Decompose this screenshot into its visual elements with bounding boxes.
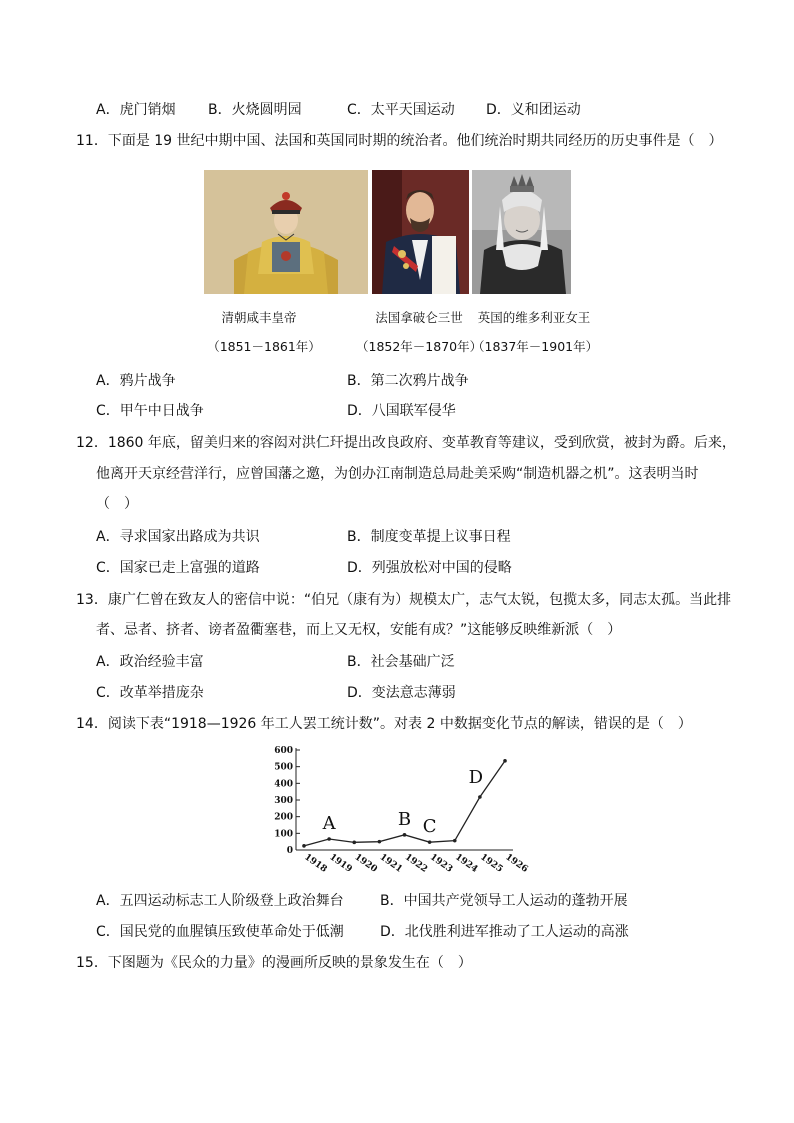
- portrait-xianfeng: [204, 170, 368, 294]
- q10-option-b: B．火烧圆明园: [208, 102, 302, 118]
- q13-option-c: C．改革举措庞杂: [96, 685, 204, 701]
- q12-stem-line-1: 12．1860 年底，留美归来的容闳对洪仁玕提出改良政府、变革教育等建议，受到欣赏，被封为爵。后来，: [76, 435, 736, 451]
- y-tick-label: 0: [286, 846, 293, 856]
- x-tick-label: 1918: [302, 852, 329, 875]
- caption-napoleon-years: （1852年－1870年）: [356, 339, 483, 354]
- y-tick-label: 100: [274, 829, 293, 840]
- x-tick-label: 1923: [427, 852, 455, 875]
- q13-option-d: D．变法意志薄弱: [347, 685, 456, 701]
- q14-option-c: C．国民党的血腥镇压致使革命处于低潮: [96, 924, 344, 940]
- q13-option-b: B．社会基础广泛: [347, 654, 455, 670]
- data-point: [327, 837, 331, 841]
- y-tick-label: 400: [274, 779, 293, 790]
- q13-option-a: A．政治经验丰富: [96, 654, 204, 670]
- x-tick-label: 1921: [377, 852, 404, 875]
- q12-option-c: C．国家已走上富强的道路: [96, 560, 260, 576]
- q11-stem: 11．下面是 19 世纪中期中国、法国和英国同时期的统治者。他们统治时期共同经历的历史事件是（ ）: [76, 133, 723, 149]
- q10-option-d: D．义和团运动: [486, 102, 581, 118]
- data-point: [503, 759, 507, 763]
- caption-xianfeng-name: 清朝咸丰皇帝: [221, 310, 297, 325]
- x-tick-label: 1922: [402, 852, 430, 875]
- q12-stem-line-3: （ ）: [96, 496, 138, 512]
- q14-option-d: D．北伐胜利进军推动了工人运动的高涨: [380, 924, 629, 940]
- q12-option-d: D．列强放松对中国的侵略: [347, 560, 512, 576]
- annotation-label: D: [468, 767, 484, 788]
- x-tick-label: 1920: [352, 852, 379, 875]
- data-point: [403, 833, 407, 837]
- q14-stem: 14．阅读下表“1918—1926 年工人罢工统计数”。对表 2 中数据变化节点的解读，错误的是（ ）: [76, 716, 692, 732]
- x-tick-label: 1924: [453, 852, 480, 875]
- x-tick-label: 1925: [478, 852, 505, 875]
- data-point: [378, 840, 382, 844]
- caption-victoria-years: （1837年－1901年）: [472, 339, 599, 354]
- data-point: [302, 844, 306, 848]
- q11-option-c: C．甲午中日战争: [96, 403, 204, 419]
- x-tick-label: 1919: [327, 852, 354, 875]
- caption-napoleon-name: 法国拿破仑三世: [375, 310, 463, 325]
- q11-option-d: D．八国联军侵华: [347, 403, 456, 419]
- y-tick-label: 500: [274, 762, 293, 773]
- q14-option-b: B．中国共产党领导工人运动的蓬勃开展: [380, 893, 628, 909]
- q10-option-a: A．虎门销烟: [96, 102, 176, 118]
- q11-option-a: A．鸦片战争: [96, 373, 176, 389]
- q12-option-b: B．制度变革提上议事日程: [347, 529, 511, 545]
- q11-option-b: B．第二次鸦片战争: [347, 373, 469, 389]
- q10-option-c: C．太平天国运动: [347, 102, 455, 118]
- y-tick-label: 600: [274, 746, 293, 756]
- annotation-label: B: [397, 808, 412, 830]
- q12-option-a: A．寻求国家出路成为共识: [96, 529, 260, 545]
- q14-option-a: A．五四运动标志工人阶级登上政治舞台: [96, 893, 344, 909]
- q12-stem-line-2: 他离开天京经营洋行，应曾国藩之邀，为创办江南制造总局赴美采购“制造机器之机”。这表明当时: [96, 466, 699, 482]
- caption-victoria-name: 英国的维多利亚女王: [477, 310, 591, 325]
- strike-count-chart: [270, 740, 530, 882]
- q13-stem-line-2: 者、忌者、挤者、谤者盈衢塞巷，而上又无权，安能有成？”这能够反映维新派（ ）: [96, 622, 622, 638]
- data-point: [453, 839, 457, 843]
- y-tick-label: 200: [274, 812, 293, 823]
- caption-xianfeng-years: （1851－1861年）: [207, 339, 321, 354]
- portrait-napoleon-iii: [372, 170, 469, 294]
- x-tick-label: 1926: [503, 852, 530, 875]
- q15-stem: 15．下图题为《民众的力量》的漫画所反映的景象发生在（ ）: [76, 955, 472, 971]
- portrait-queen-victoria: [472, 170, 571, 294]
- annotation-label: A: [322, 813, 336, 834]
- q13-stem-line-1: 13．康广仁曾在致友人的密信中说：“伯兄（康有为）规模太广，志气太锐，包揽太多，同志太孤。当此排: [76, 592, 732, 608]
- data-point: [352, 841, 356, 845]
- annotation-label: C: [422, 816, 437, 838]
- data-point: [478, 795, 482, 799]
- data-point: [428, 840, 432, 844]
- y-tick-label: 300: [274, 796, 293, 806]
